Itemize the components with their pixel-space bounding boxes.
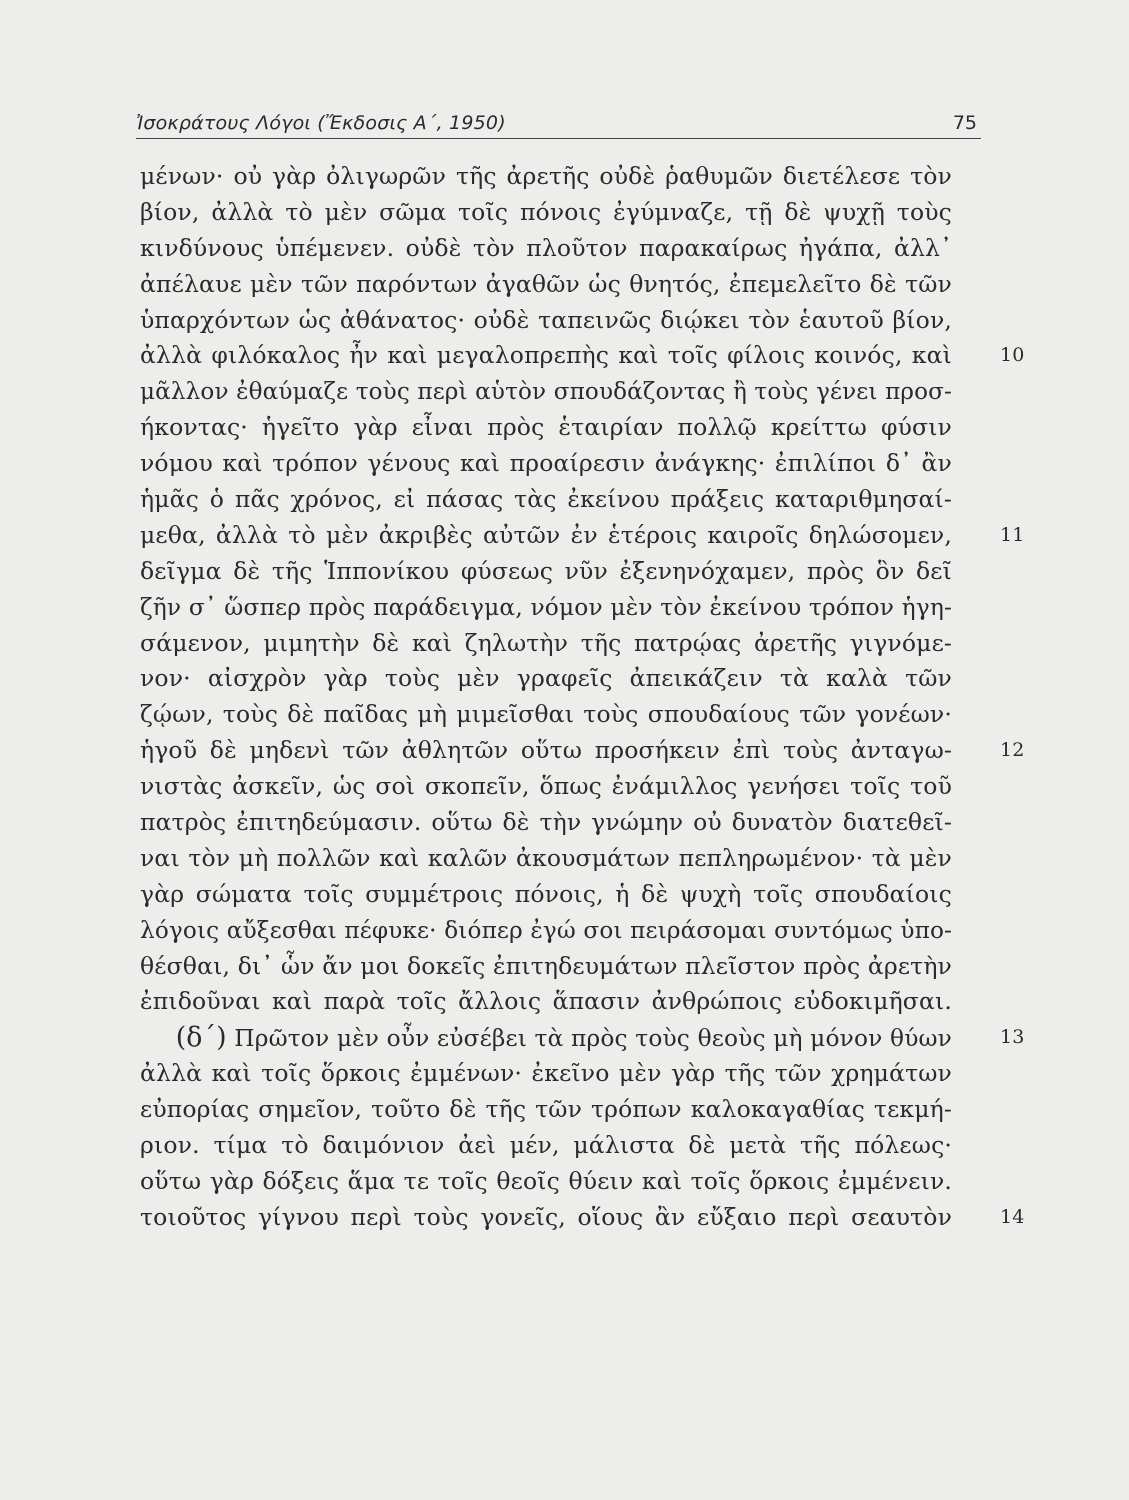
text-line-content xyxy=(140,1164,952,1200)
text-line xyxy=(140,374,990,410)
text-line xyxy=(140,626,990,662)
text-line xyxy=(140,195,990,231)
line-text: ἐπιδοῦναι καὶ παρὰ τοῖς ἄλλοις ἅπασιν ἀνθρώποις εὐδοκιμῆσαι. xyxy=(140,987,952,1016)
text-line xyxy=(140,554,990,590)
page-number: 75 xyxy=(952,112,977,134)
text-line-content xyxy=(140,303,952,339)
text-line xyxy=(140,984,990,1020)
line-text: ριον. τίμα τὸ δαιμόνιον ἀεὶ μέν, μάλιστα δὲ μετὰ τῆς πόλεως· xyxy=(140,1131,952,1160)
text-line-content xyxy=(140,1056,952,1092)
text-line-content xyxy=(140,661,952,697)
text-line xyxy=(140,733,1025,769)
line-text: πατρὸς ἐπιτηδεύμασιν. οὕτω δὲ τὴν γνώμην οὐ δυνατὸν διατεθεῖ- xyxy=(140,808,952,837)
text-line-content xyxy=(140,482,952,518)
line-text: μᾶλλον ἐθαύμαζε τοὺς περὶ αὑτὸν σπουδάζοντας ἢ τοὺς γένει προσ- xyxy=(140,377,952,406)
text-line-content xyxy=(140,159,952,195)
text-line xyxy=(140,338,1025,374)
text-line-content xyxy=(140,841,952,877)
text-line xyxy=(140,805,990,841)
text-line-content xyxy=(140,446,952,482)
text-line xyxy=(140,1092,990,1128)
text-line-content xyxy=(140,1020,952,1057)
section-marker: (δ΄) xyxy=(175,1022,227,1054)
text-line xyxy=(140,446,990,482)
line-text: νόμου καὶ τρόπον γένους καὶ προαίρεσιν ἀνάγκης· ἐπιλίποι δ᾿ ἂν xyxy=(140,449,952,478)
line-text: νιστὰς ἀσκεῖν, ὡς σοὶ σκοπεῖν, ὅπως ἐνάμιλλος γενήσει τοῖς τοῦ xyxy=(140,772,952,801)
line-text: γὰρ σώματα τοῖς συμμέτροις πόνοις, ἡ δὲ ψυχὴ τοῖς σπουδαίοις xyxy=(140,879,952,908)
line-text: Πρῶτον μὲν οὖν εὐσέβει τὰ πρὸς τοὺς θεοὺς μὴ μόνον θύων xyxy=(234,1024,952,1053)
text-line xyxy=(140,590,990,626)
body-text xyxy=(140,159,1025,1236)
line-text: τοιοῦτος γίγνου περὶ τοὺς γονεῖς, οἵους ἂν εὔξαιο περὶ σεαυτὸν xyxy=(140,1202,952,1231)
section-number: 12 xyxy=(1000,739,1025,762)
line-text: κινδύνους ὑπέμενεν. οὐδὲ τὸν πλοῦτον παρακαίρως ἠγάπα, ἀλλ᾿ xyxy=(140,233,952,262)
section-number: 14 xyxy=(1000,1205,1025,1228)
text-line xyxy=(140,1200,1025,1236)
text-line-content xyxy=(140,1092,952,1128)
line-text: ζῆν σ᾿ ὥσπερ πρὸς παράδειγμα, νόμον μὲν τὸν ἐκείνου τρόπον ἡγη- xyxy=(140,592,952,621)
text-line xyxy=(140,841,990,877)
section-number: 10 xyxy=(1000,344,1025,367)
line-text: ήκοντας· ἡγεῖτο γὰρ εἶναι πρὸς ἑταιρίαν πολλῷ κρείττω φύσιν xyxy=(140,413,952,442)
text-line-content xyxy=(140,626,952,662)
line-text: ἀλλὰ φιλόκαλος ἦν καὶ μεγαλοπρεπὴς καὶ τοῖς φίλοις κοινός, καὶ xyxy=(140,341,952,370)
line-text: μεθα, ἀλλὰ τὸ μὲν ἀκριβὲς αὐτῶν ἐν ἑτέροις καιροῖς δηλώσομεν, xyxy=(140,520,952,549)
text-line-content xyxy=(140,805,952,841)
line-text: ναι τὸν μὴ πολλῶν καὶ καλῶν ἀκουσμάτων πεπληρωμένον· τὰ μὲν xyxy=(140,843,952,872)
text-line xyxy=(140,1164,990,1200)
line-text: ἡγοῦ δὲ μηδενὶ τῶν ἀθλητῶν οὕτω προσήκειν ἐπὶ τοὺς ἀνταγω- xyxy=(140,736,952,765)
text-line-content xyxy=(140,554,952,590)
text-line-content xyxy=(140,733,952,769)
line-text: θέσθαι, δι᾿ ὧν ἄν μοι δοκεῖς ἐπιτηδευμάτων πλεῖστον πρὸς ἀρετὴν xyxy=(140,951,952,980)
text-line xyxy=(140,518,1025,554)
line-text: ζῴων, τοὺς δὲ παῖδας μὴ μιμεῖσθαι τοὺς σπουδαίους τῶν γονέων· xyxy=(140,700,952,729)
line-text: δεῖγμα δὲ τῆς Ἱππονίκου φύσεως νῦν ἐξενηνόχαμεν, πρὸς ὃν δεῖ xyxy=(140,556,952,585)
text-line-content xyxy=(140,1200,952,1236)
text-line xyxy=(140,159,990,195)
text-line-content xyxy=(140,338,952,374)
text-line xyxy=(140,482,990,518)
text-line xyxy=(140,231,990,267)
section-number: 11 xyxy=(1000,523,1025,546)
line-text: λόγοις αὔξεσθαι πέφυκε· διόπερ ἐγώ σοι πειράσομαι συντόμως ὑπο- xyxy=(140,915,952,944)
running-header xyxy=(136,112,981,139)
line-text: σάμενον, μιμητὴν δὲ καὶ ζηλωτὴν τῆς πατρῴας ἀρετῆς γιγνόμε- xyxy=(140,628,952,657)
text-line xyxy=(140,661,990,697)
text-line-content xyxy=(140,949,952,985)
section-number: 13 xyxy=(1000,1026,1025,1049)
text-line-content xyxy=(140,231,952,267)
text-line xyxy=(140,267,990,303)
text-line xyxy=(140,410,990,446)
line-text: νον· αἰσχρὸν γὰρ τοὺς μὲν γραφεῖς ἀπεικάζειν τὰ καλὰ τῶν xyxy=(140,664,952,693)
text-line-content xyxy=(140,697,952,733)
text-line-content xyxy=(140,410,952,446)
line-text: ἀπέλαυε μὲν τῶν παρόντων ἀγαθῶν ὡς θνητός, ἐπεμελεῖτο δὲ τῶν xyxy=(140,269,952,298)
text-line-content xyxy=(140,913,952,949)
line-text: ἀλλὰ καὶ τοῖς ὅρκοις ἐμμένων· ἐκεῖνο μὲν γὰρ τῆς τῶν χρημάτων xyxy=(140,1059,952,1088)
line-text: ὑπαρχόντων ὡς ἀθάνατος· οὐδὲ ταπεινῶς διῴκει τὸν ἑαυτοῦ βίον, xyxy=(140,305,952,334)
line-text: οὕτω γὰρ δόξεις ἅμα τε τοῖς θεοῖς θύειν καὶ τοῖς ὅρκοις ἐμμένειν. xyxy=(140,1166,952,1195)
text-line xyxy=(140,913,990,949)
text-line xyxy=(140,877,990,913)
line-text: εὐπορίας σημεῖον, τοῦτο δὲ τῆς τῶν τρόπων καλοκαγαθίας τεκμή- xyxy=(140,1095,952,1124)
text-line-content xyxy=(140,518,952,554)
text-line xyxy=(140,1128,990,1164)
text-line xyxy=(140,1020,1025,1056)
text-line xyxy=(140,1056,990,1092)
line-text: βίον, ἀλλὰ τὸ μὲν σῶμα τοῖς πόνοις ἐγύμναζε, τῇ δὲ ψυχῇ τοὺς xyxy=(140,197,952,226)
text-line-content xyxy=(140,769,952,805)
text-line-content xyxy=(140,195,952,231)
line-text: μένων· οὐ γὰρ ὀλιγωρῶν τῆς ἀρετῆς οὐδὲ ῥαθυμῶν διετέλεσε τὸν xyxy=(140,162,952,190)
text-line xyxy=(140,769,990,805)
text-line xyxy=(140,949,990,985)
text-line-content xyxy=(140,374,952,410)
line-text: ἡμᾶς ὁ πᾶς χρόνος, εἰ πάσας τὰς ἐκείνου πράξεις καταριθμησαί- xyxy=(140,485,952,514)
text-line xyxy=(140,303,990,339)
text-line xyxy=(140,697,990,733)
text-line-content xyxy=(140,877,952,913)
header-title: Ἰσοκράτους Λόγοι (Ἔκδοσις Α΄, 1950) xyxy=(136,112,506,134)
text-line-content xyxy=(140,984,952,1020)
text-line-content xyxy=(140,267,952,303)
text-line-content xyxy=(140,590,952,626)
text-line-content xyxy=(140,1128,952,1164)
